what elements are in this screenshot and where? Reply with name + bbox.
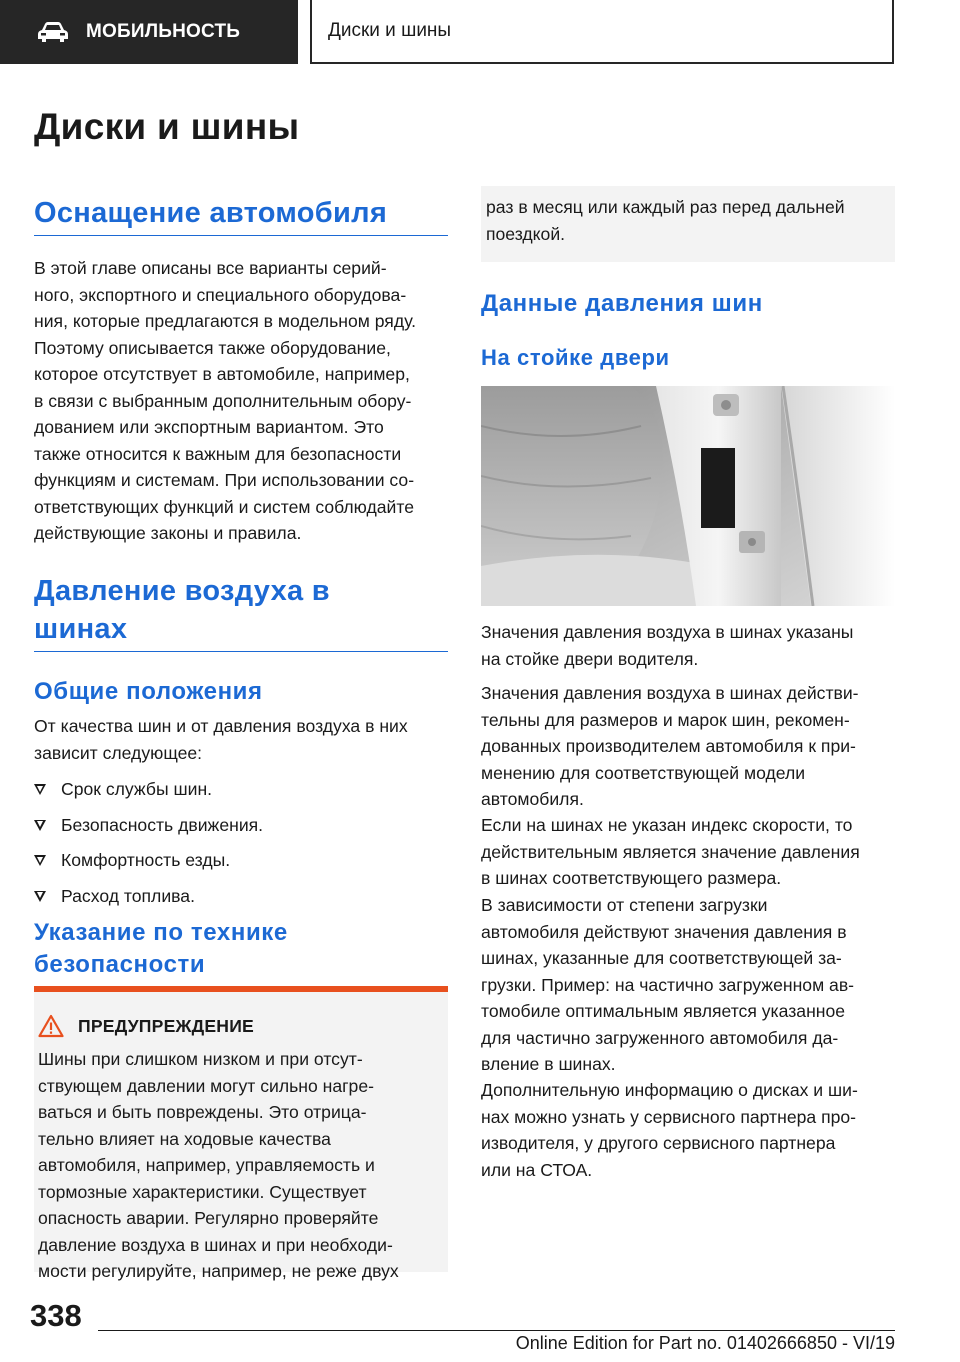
heading-rule (34, 651, 448, 652)
warning-triangle-icon (38, 1014, 64, 1038)
text-line: автомобиля действуют значения давления в (481, 921, 847, 942)
edition-note: Online Edition for Part no. 01402666850 - VI/19 (515, 1333, 895, 1353)
door-pillar-photo (481, 386, 895, 606)
equipment-paragraph (34, 255, 416, 547)
bullet-triangle-icon (34, 820, 46, 831)
text-line: автомобиля. (481, 789, 584, 809)
heading-door-pillar: На стойке двери (481, 345, 670, 370)
text-line: действующие законы и правила. (34, 523, 302, 543)
pressure-paragraph-5 (481, 1077, 858, 1183)
text-line: действительным является значение давления (481, 841, 860, 862)
text-line: зависит следующее: (34, 742, 203, 763)
heading-line: Давление воздуха в (34, 575, 330, 607)
section-tab[interactable] (0, 0, 298, 64)
text-line: Поэтому описывается также оборудование, (34, 337, 391, 358)
footer-rule (98, 1330, 895, 1331)
heading-tire-pressure (34, 572, 330, 648)
text-line: Значения давления воздуха в шинах действи- (481, 683, 859, 703)
text-line: От качества шин и от давления воздуха в них (34, 716, 408, 736)
text-line: изводителя, у другого сервисного партнера (481, 1133, 836, 1153)
list-item (34, 879, 263, 915)
text-line: Если на шинах не указан индекс скорости, то (481, 815, 853, 835)
text-line: тельны для размеров и марок шин, рекомен- (481, 709, 850, 730)
text-line: на стойке двери водителя. (481, 648, 699, 669)
text-line: давление воздуха в шинах и при необходи- (38, 1234, 393, 1255)
text-line: которое отсутствует в автомобиле, например, (34, 364, 410, 384)
text-line: Дополнительную информацию о дисках и ши- (481, 1080, 858, 1100)
heading-safety (34, 917, 288, 981)
bullet-triangle-icon (34, 855, 46, 866)
text-line: менению для соответствующей модели (481, 762, 806, 783)
text-line: для частично загруженного автомобиля да- (481, 1027, 839, 1048)
text-line: в шинах соответствующего размера. (481, 868, 782, 888)
text-line: раз в месяц или каждый раз перед дальней (486, 197, 845, 217)
text-line: Значения давления воздуха в шинах указаны (481, 622, 854, 642)
text-line: поездкой. (486, 223, 566, 244)
text-line: вление в шинах. (481, 1054, 616, 1074)
warning-text (38, 1046, 399, 1285)
section-tab-label: МОБИЛЬНОСТЬ (86, 21, 241, 42)
text-line: томобиле оптимальным является указанное (481, 1001, 846, 1021)
text-line: ствующем давлении могут сильно нагре- (38, 1075, 374, 1096)
heading-general: Общие положения (34, 678, 263, 705)
page-title: Диски и шины (34, 106, 300, 147)
warning-header (38, 1014, 254, 1038)
text-line: дованных производителем автомобиля к при- (481, 736, 856, 756)
general-paragraph (34, 713, 408, 766)
list-item (34, 808, 263, 844)
text-line: ного, экспортного и специального оборудова- (34, 284, 407, 305)
bullet-list (34, 772, 263, 914)
heading-line: безопасности (34, 951, 206, 978)
pressure-paragraph-1 (481, 619, 853, 672)
text-line: Шины при слишком низком и при отсут- (38, 1049, 363, 1069)
list-item-text: Безопасность движения. (61, 814, 264, 835)
text-line: В зависимости от степени загрузки (481, 895, 768, 915)
text-line: тормозные характеристики. Существует (38, 1181, 367, 1202)
list-item-text: Комфортность езды. (61, 850, 231, 871)
text-line: функциям и системам. При использовании со- (34, 470, 415, 490)
text-line: ния, которые предлагаются в модельном ряду. (34, 311, 417, 331)
bullet-triangle-icon (34, 891, 46, 902)
page-number: 338 (30, 1298, 82, 1333)
text-line: мости регулируйте, например, не реже двух (38, 1261, 399, 1281)
text-line: В этой главе описаны все варианты серий- (34, 258, 387, 278)
text-line: в связи с выбранным дополнительным обору- (34, 390, 412, 411)
text-line: шинах, указанные для соответствующей за- (481, 948, 842, 968)
text-line: тельно влияет на ходовые качества (38, 1128, 331, 1149)
list-item-text: Срок службы шин. (61, 779, 213, 800)
warning-continuation-text (486, 194, 845, 247)
heading-line: Указание по технике (34, 919, 288, 946)
text-line: грузки. Пример: на частично загруженном ав- (481, 974, 855, 995)
warning-title: ПРЕДУПРЕЖДЕНИЕ (78, 1015, 254, 1036)
list-item-text: Расход топлива. (61, 885, 195, 906)
text-line: дованием или экспортным вариантом. Это (34, 417, 384, 437)
text-line: автомобиля, например, управляемость и (38, 1155, 375, 1175)
heading-equipment: Оснащение автомобиля (34, 197, 388, 229)
breadcrumb-label: Диски и шины (328, 20, 452, 41)
heading-line: шинах (34, 613, 128, 645)
text-line: опасность аварии. Регулярно проверяйте (38, 1208, 379, 1228)
text-line: нах можно узнать у сервисного партнера про- (481, 1106, 857, 1127)
text-line: или на СТОА. (481, 1159, 593, 1180)
pressure-paragraph-2 (481, 680, 859, 813)
car-icon (36, 20, 70, 44)
heading-pressure-data: Данные давления шин (481, 290, 763, 317)
pressure-paragraph-4 (481, 892, 854, 1078)
list-item (34, 772, 263, 808)
pressure-paragraph-3 (481, 812, 860, 892)
text-line: ваться и быть повреждены. Это отрица- (38, 1102, 367, 1122)
text-line: ответствующих функций и систем соблюдайте (34, 496, 414, 517)
heading-rule (34, 235, 448, 236)
bullet-triangle-icon (34, 784, 46, 795)
text-line: также относится к важным для безопасности (34, 443, 402, 464)
breadcrumb[interactable] (310, 0, 894, 64)
list-item (34, 843, 263, 879)
